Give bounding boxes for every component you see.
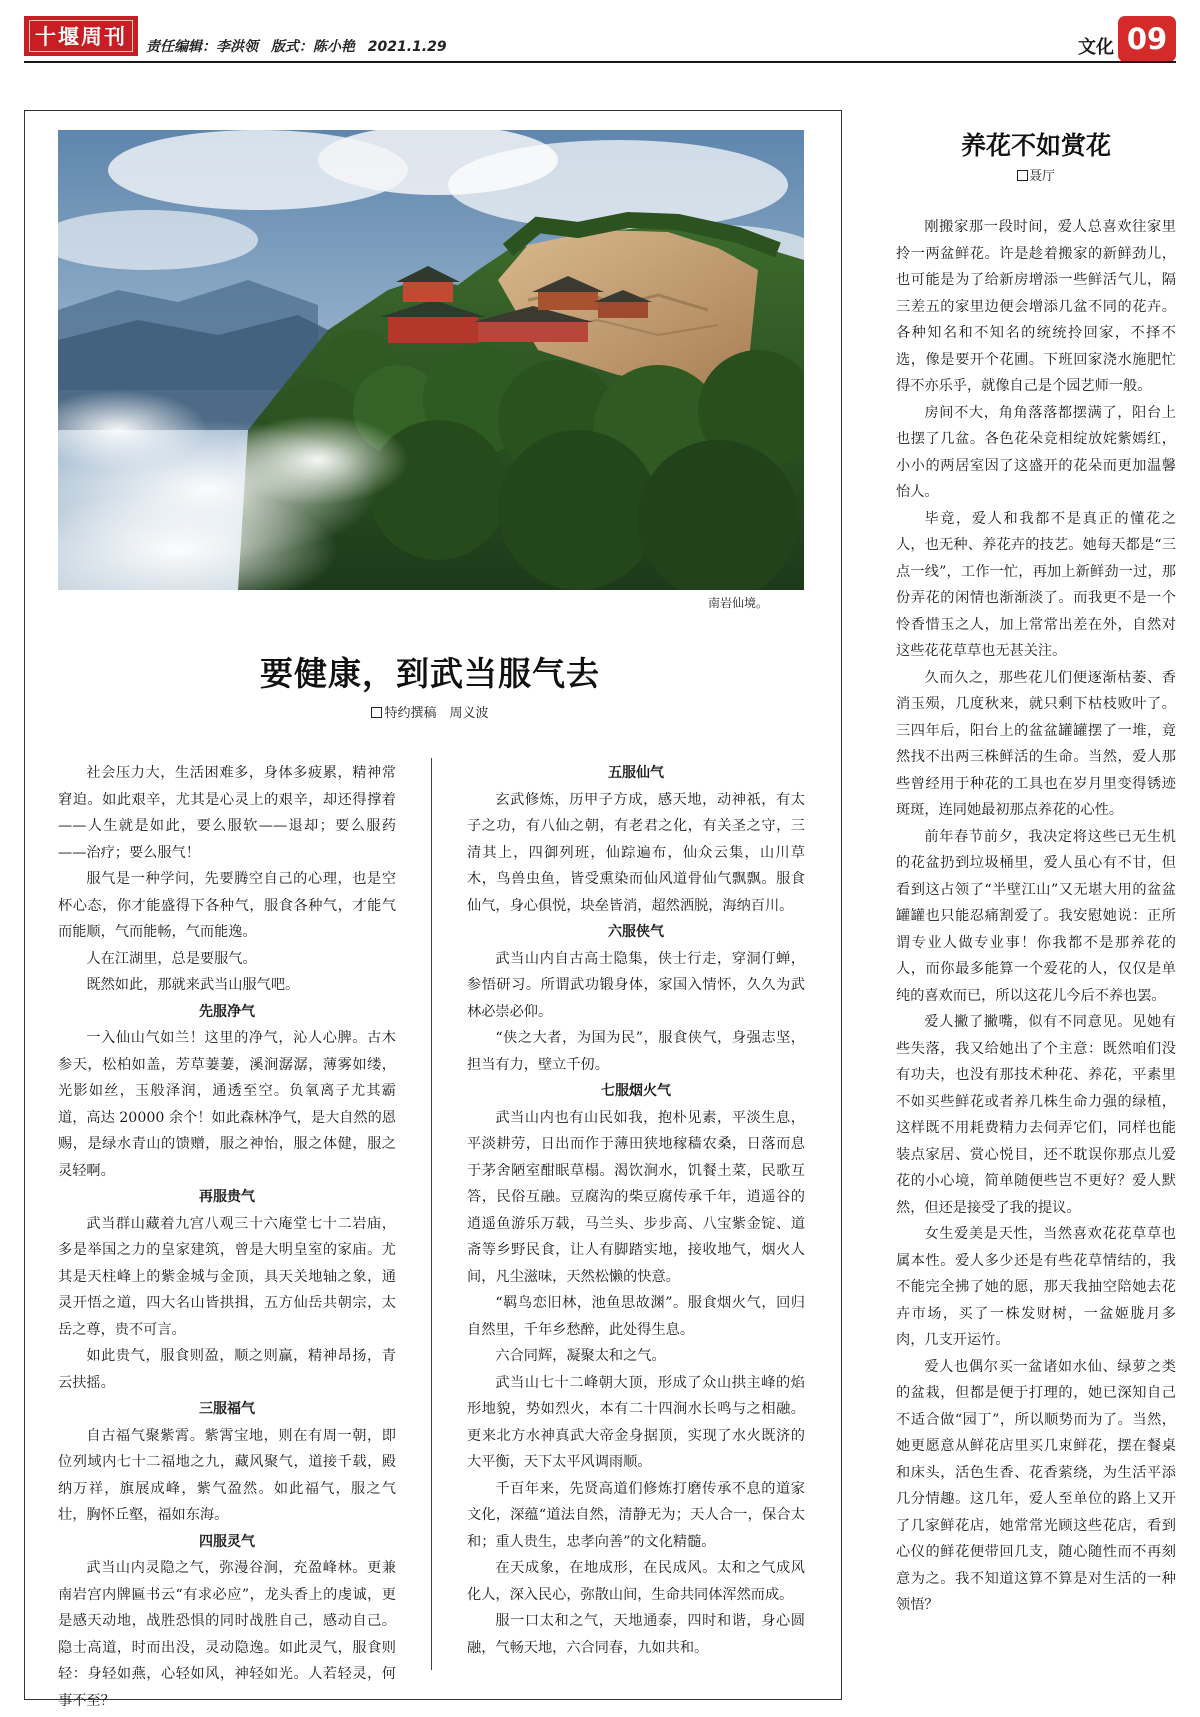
paragraph: 武当山内自古高士隐集，侠士行走，穿洞仃蝉，参悟研习。所谓武功锻身体，家国入情怀，久久为武林必崇必仰。 xyxy=(467,950,805,1020)
paragraph: “侠之大者，为国为民”，服食侠气，身强志坚，担当有力，壁立千仞。 xyxy=(467,1030,805,1073)
paragraph: 在天成象，在地成形，在民成风。太和之气成风化人，深入民心，弥散山间，生命共同体浑然而成。 xyxy=(467,1560,805,1603)
side-article-title: 养花不如赏花 xyxy=(960,131,1111,160)
paragraph: “羁鸟恋旧林，池鱼思故渊”。服食烟火气，回归自然里，千年乡愁醉，此处得生息。 xyxy=(467,1295,805,1338)
layout-credit: 版式：陈小艳 xyxy=(270,39,355,55)
photo-caption: 南岩仙境。 xyxy=(708,596,769,610)
byline-box-icon xyxy=(1017,170,1028,181)
page-number: 09 xyxy=(1118,16,1176,62)
editor-credit: 责任编辑：李洪领 xyxy=(146,39,258,55)
header-rule xyxy=(24,61,1176,63)
paragraph: 人在江湖里，总是要服气。 xyxy=(86,950,257,967)
paragraph: 久而久之，那些花儿们便逐渐枯萎、香消玉殒，几度秋来，就只剩下枯枝败叶了。三四年后，阳台上的盆盆罐罐摆了一堆，竟然找不出两三株鲜活的生命。当然，爱人那些曾经用于种花的工具也在岁月里变得锈迹斑斑，连同她最初那点养花的心性。 xyxy=(896,669,1176,818)
paragraph: 一入仙山气如兰！这里的净气，沁人心脾。古木参天，松柏如盖，芳草萋萋，溪涧潺潺，薄雾如缕，光影如丝，玉般泽润，通透至空。负氧离子尤其霸道，高达 20000 余个！如此森林净气，是大自然的恩赐，是绿水青山的馈赠，服之神怡，服之体健，服之灵轻啊。 xyxy=(58,1030,396,1179)
paragraph: 毕竟，爱人和我都不是真正的懂花之人，也无种、养花卉的技艺。她每天都是“三点一线”，工作一忙，再加上新鲜劲一过，那份弄花的闲情也渐渐淡了。而我更不是一个怜香惜玉之人，加上常常出差在外，自然对这些花花草草也无甚关注。 xyxy=(896,510,1176,659)
paragraph: 女生爱美是天性，当然喜欢花花草草也属本性。爱人多少还是有些花草情结的，我不能完全拂了她的愿，那天我抽空陪她去花卉市场，买了一株发财树，一盆姬胧月多肉，几支开运竹。 xyxy=(896,1226,1176,1348)
side-article-byline xyxy=(896,165,1176,184)
header-meta xyxy=(146,36,455,56)
subheading: 五服仙气 xyxy=(608,765,664,781)
subheading: 七服烟火气 xyxy=(601,1083,671,1099)
side-byline-text: 聂厅 xyxy=(1028,169,1055,184)
main-article-column-2 xyxy=(467,760,805,1661)
paragraph: 自古福气聚紫霄。紫霄宝地，则在有周一朝，即位列域内七十二福地之九，藏风聚气，道接千载，殿纳万祥，旗展成峰，紫气盈然。如此福气，服之气壮，胸怀丘壑，福如东海。 xyxy=(58,1427,396,1523)
byline-box-icon xyxy=(371,707,382,718)
main-byline-text: 特约撰稿 周义波 xyxy=(384,706,489,721)
mountain-temple-illustration xyxy=(58,130,804,590)
main-article-column-1 xyxy=(58,760,396,1714)
paragraph: 千百年来，先贤高道们修炼打磨传承不息的道家文化，深蕴“道法自然，清静无为；天人合一，保合太和；重人贵生，忠孝向善”的文化精髓。 xyxy=(467,1480,805,1550)
subheading: 三服福气 xyxy=(199,1401,255,1417)
paragraph: 如此贵气，服食则盈，顺之则赢，精神昂扬，青云扶摇。 xyxy=(58,1348,396,1391)
paragraph: 武当群山藏着九宫八观三十六庵堂七十二岩庙，多是举国之力的皇家建筑，曾是大明皇室的家庙。尤其是天柱峰上的紫金城与金顶，具天关地轴之象，通灵开悟之道，四大名山皆拱揖，五方仙岳共朝宗，太岳之尊，贵不可言。 xyxy=(58,1215,396,1338)
masthead-frame xyxy=(29,20,133,52)
subheading: 六服侠气 xyxy=(608,924,664,940)
main-article-title: 要健康，到武当服气去 xyxy=(260,654,600,693)
paragraph: 服一口太和之气，天地通泰，四时和谐，身心圆融，气畅天地，六合同春，九如共和。 xyxy=(467,1613,805,1656)
paragraph: 服气是一种学问，先要腾空自己的心理，也是空杯心态，你才能盛得下各种气，服食各种气，才能气而能顺，气而能畅，气而能逸。 xyxy=(58,871,396,940)
paragraph: 玄武修炼，历甲子方成，感天地，动神祇，有太子之功，有八仙之朝，有老君之化，有关圣之守，三清其上，四御列班，仙踪遍布，仙众云集，山川草木，鸟兽虫鱼，皆受熏染而仙风道骨仙气飘飘。服食仙气，身心俱悦，块垒皆消，超然洒脱，海纳百川。 xyxy=(467,791,805,914)
paragraph: 武当山七十二峰朝大顶，形成了众山拱主峰的焰形地貌，势如烈火，本有二十四涧水长鸣与之相融。更来北方水神真武大帝金身据顶，实现了水火既济的大平衡，天下太平风调雨顺。 xyxy=(467,1374,805,1470)
paragraph: 前年春节前夕，我决定将这些已无生机的花盆扔到垃圾桶里，爱人虽心有不甘，但看到这占领了“半壁江山”又无堪大用的盆盆罐罐也只能忍痛割爱了。我安慰她说：正所谓专业人做专业事！你我都不是那养花的人，而你最多能算一个爱花的人，仅仅是单纯的喜欢而已，所以这花儿今后不养也罢。 xyxy=(896,828,1176,1004)
masthead-title: 十堰周刊 xyxy=(35,24,127,49)
article-photo xyxy=(58,130,804,590)
paragraph: 武当山内灵隐之气，弥漫谷涧，充盈峰林。更兼南岩宫内牌匾书云“有求必应”，龙头香上的虔诚，更是感天动地，战胜恐惧的同时战胜自己，感动自己。隐士高道，时而出没，灵动隐逸。如此灵气，服食则轻：身轻如燕，心轻如风，神轻如光。人若轻灵，何事不至？ xyxy=(58,1560,396,1709)
paragraph: 武当山内也有山民如我，抱朴见素，平淡生息，平淡耕劳，日出而作于薄田狭地稼穑农桑，日落而息于茅舍陋室酣眠草榻。渴饮涧水，饥餐土菜，民歌互答，民俗互融。豆腐沟的柴豆腐传承千年，逍遥谷的逍遥鱼游乐万载，马兰头、步步高、八宝紫金锭、道斋等乡野民食，让人有脚踏实地，接收地气，烟火人间，凡尘滋味，天然松懒的快意。 xyxy=(467,1109,805,1285)
main-article-byline xyxy=(150,702,710,721)
issue-date: 2021.1.29 xyxy=(367,39,447,55)
paragraph: 六合同辉，凝聚太和之气。 xyxy=(495,1348,666,1364)
paragraph: 房间不大，角角落落都摆满了，阳台上也摆了几盆。各色花朵竞相绽放姹紫嫣红，小小的两居室因了这盛开的花朵而更加温馨怡人。 xyxy=(896,404,1176,500)
masthead-logo xyxy=(24,16,138,56)
paragraph: 爱人撇了撇嘴，似有不同意见。见她有些失落，我又给她出了个主意：既然咱们没有功夫，也没有那技术种花、养花，平素里不如买些鲜花或者养几株生命力强的绿植，这样既不用耗费精力去伺弄它们，同样也能装点家居、赏心悦目，还不耽误你那点儿爱花的小心境，简单随便些岂不更好？爱人默然，但还是接受了我的提议。 xyxy=(896,1014,1176,1216)
paragraph: 刚搬家那一段时间，爱人总喜欢往家里拎一两盆鲜花。许是趁着搬家的新鲜劲儿，也可能是为了给新房增添一些鲜活气儿，隔三差五的家里边便会增添几盆不同的花卉。各种知名和不知名的统统拎回家，不择不选，像是要开个花圃。下班回家浇水施肥忙得不亦乐乎，就像自己是个园艺师一般。 xyxy=(896,219,1176,394)
subheading: 先服净气 xyxy=(199,1003,255,1020)
paragraph: 既然如此，那就来武当山服气吧。 xyxy=(86,977,300,993)
paragraph: 社会压力大，生活困难多，身体多疲累，精神常窘迫。如此艰辛，尤其是心灵上的艰辛，却还得撑着——人生就是如此，要么服软——退却；要么服药——治疗；要么服气！ xyxy=(58,765,396,861)
subheading: 四服灵气 xyxy=(199,1533,255,1550)
paragraph: 爱人也偶尔买一盆诸如水仙、绿萝之类的盆栽，但都是便于打理的，她已深知自己不适合做“园丁”，所以顺势而为了。当然，她更愿意从鲜花店里买几束鲜花，摆在餐桌和床头，活色生香、花香萦绕，为生活平添几分情趣。这几年，爱人至单位的路上又开了几家鲜花店，她常常光顾这些花店，看到心仪的鲜花便带回几支，随心随性而不再刻意为之。我不知道这算不算是对生活的一种领悟？ xyxy=(896,1358,1176,1613)
section-name: 文化 xyxy=(1078,37,1114,58)
side-article-body xyxy=(896,214,1176,1619)
subheading: 再服贵气 xyxy=(199,1189,255,1205)
column-divider xyxy=(431,758,432,1670)
